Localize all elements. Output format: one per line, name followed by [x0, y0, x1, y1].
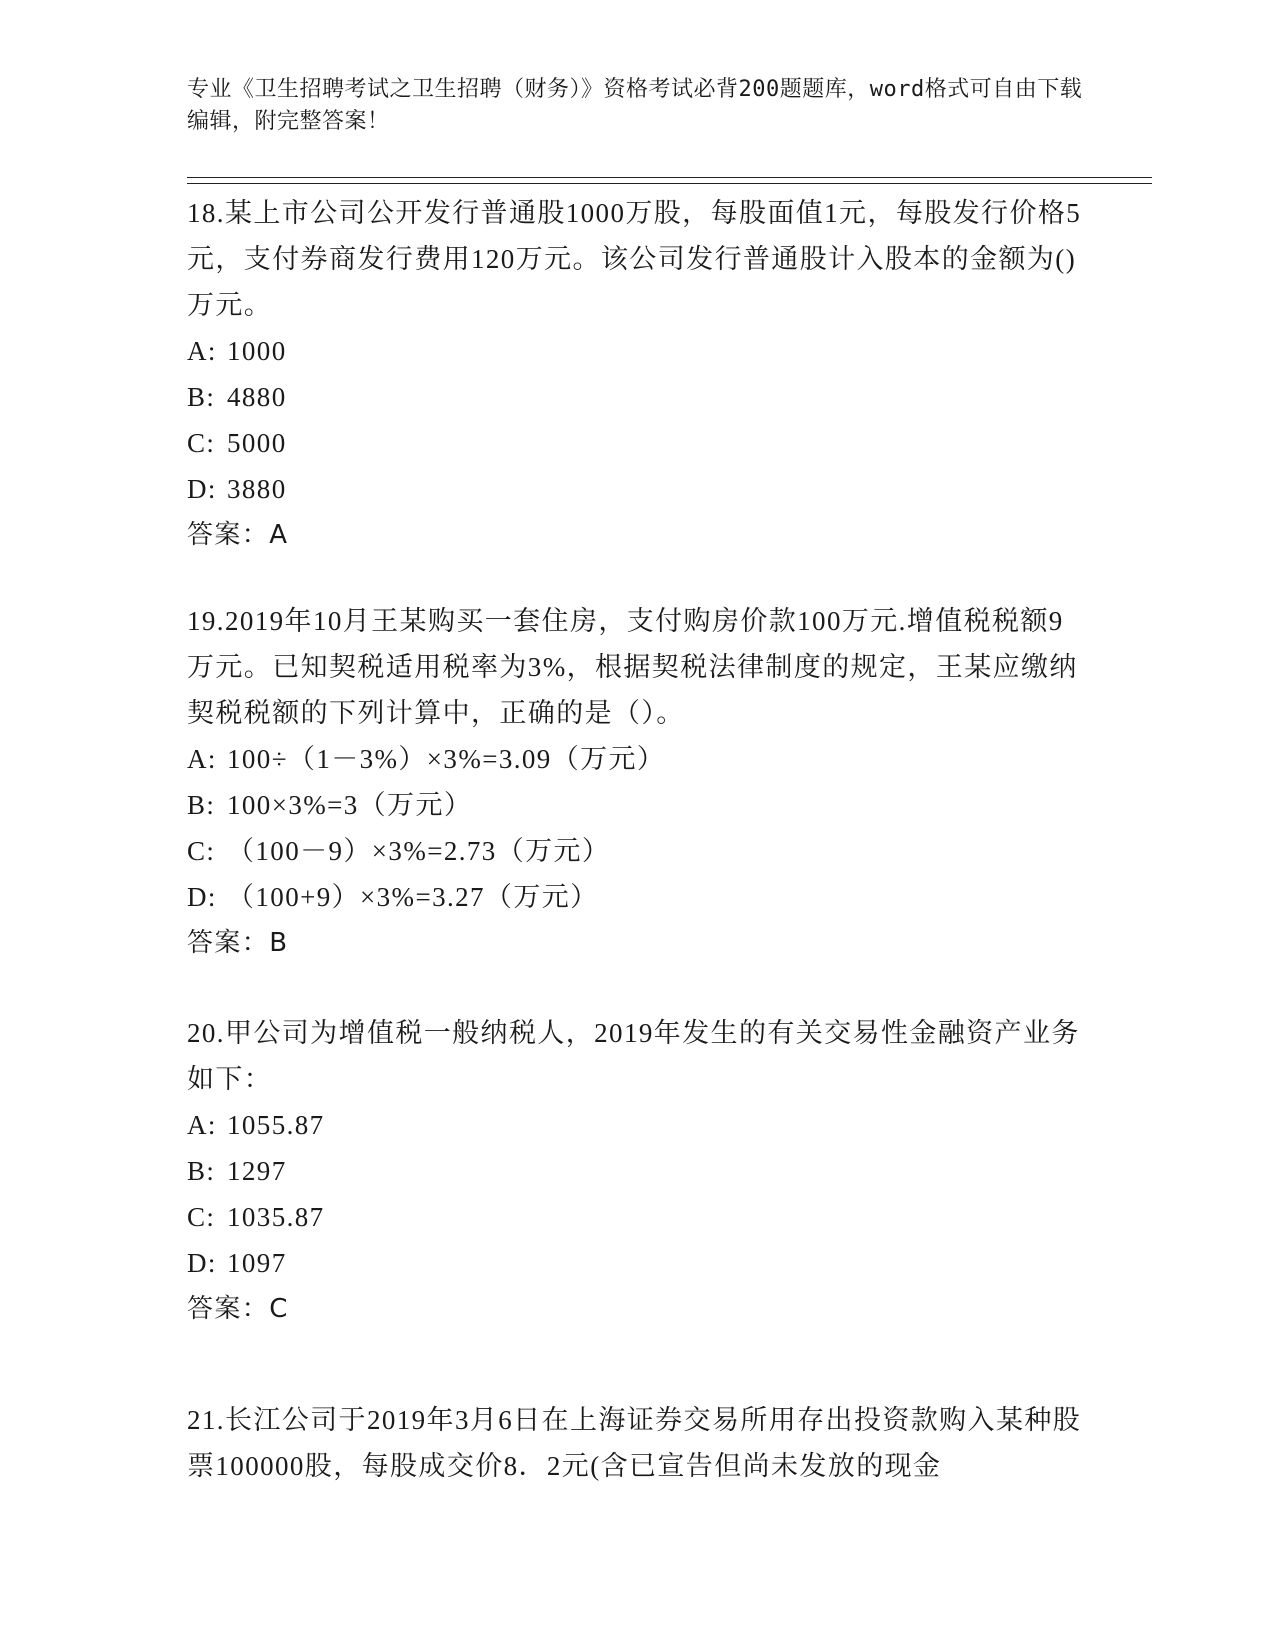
- question-18: [187, 190, 1087, 558]
- option-text: 1055.87: [227, 1110, 325, 1140]
- option-text: 100÷（1－3%）×3%=3.09（万元）: [227, 744, 666, 774]
- option-a: [187, 736, 1087, 782]
- option-letter: B:: [187, 1156, 216, 1186]
- header-divider-bottom: [187, 183, 1152, 184]
- question-20: [187, 1010, 1087, 1332]
- option-letter: D:: [187, 1248, 217, 1278]
- option-c: [187, 420, 1087, 466]
- option-text: 1035.87: [227, 1202, 325, 1232]
- option-text: 1097: [227, 1248, 287, 1278]
- option-letter: A:: [187, 336, 217, 366]
- option-text: 5000: [227, 428, 287, 458]
- option-d: [187, 874, 1087, 920]
- option-letter: C:: [187, 836, 216, 866]
- question-text: 20.甲公司为增值税一般纳税人，2019年发生的有关交易性金融资产业务如下：: [187, 1018, 1080, 1094]
- option-a: [187, 1102, 1087, 1148]
- answer-line: 答案：A: [187, 520, 289, 550]
- option-letter: D:: [187, 882, 217, 912]
- option-text: （100－9）×3%=2.73（万元）: [227, 836, 611, 866]
- document-header: 专业《卫生招聘考试之卫生招聘（财务）》资格考试必背200题题库，word格式可自由下载编辑，附完整答案！: [187, 77, 1083, 134]
- option-text: 100×3%=3（万元）: [227, 790, 473, 820]
- header-divider-top: [187, 177, 1152, 178]
- question-text: 19.2019年10月王某购买一套住房，支付购房价款100万元.增值税税额9万元。已知契税适用税率为3%，根据契税法律制度的规定，王某应缴纳契税税额的下列计算中，正确的是（）。: [187, 606, 1078, 728]
- option-b: [187, 782, 1087, 828]
- option-text: （100+9）×3%=3.27（万元）: [227, 882, 599, 912]
- option-letter: A:: [187, 744, 217, 774]
- option-d: [187, 466, 1087, 512]
- question-21: [187, 1397, 1087, 1489]
- option-text: 4880: [227, 382, 287, 412]
- option-text: 1297: [227, 1156, 287, 1186]
- option-c: [187, 828, 1087, 874]
- option-letter: B:: [187, 382, 216, 412]
- option-letter: A:: [187, 1110, 217, 1140]
- answer-line: 答案：C: [187, 1294, 289, 1324]
- question-text: 18.某上市公司公开发行普通股1000万股，每股面值1元，每股发行价格5元，支付券商发行费用120万元。该公司发行普通股计入股本的金额为()万元。: [187, 198, 1082, 320]
- answer-line: 答案：B: [187, 928, 289, 958]
- option-b: [187, 374, 1087, 420]
- question-19: [187, 598, 1087, 966]
- option-a: [187, 328, 1087, 374]
- option-letter: C:: [187, 428, 216, 458]
- option-text: 1000: [227, 336, 287, 366]
- option-letter: D:: [187, 474, 217, 504]
- option-letter: B:: [187, 790, 216, 820]
- option-c: [187, 1194, 1087, 1240]
- option-letter: C:: [187, 1202, 216, 1232]
- option-text: 3880: [227, 474, 287, 504]
- option-d: [187, 1240, 1087, 1286]
- question-text: 21.长江公司于2019年3月6日在上海证券交易所用存出投资款购入某种股票100000股，每股成交价8．2元(含已宣告但尚未发放的现金: [187, 1405, 1082, 1481]
- option-b: [187, 1148, 1087, 1194]
